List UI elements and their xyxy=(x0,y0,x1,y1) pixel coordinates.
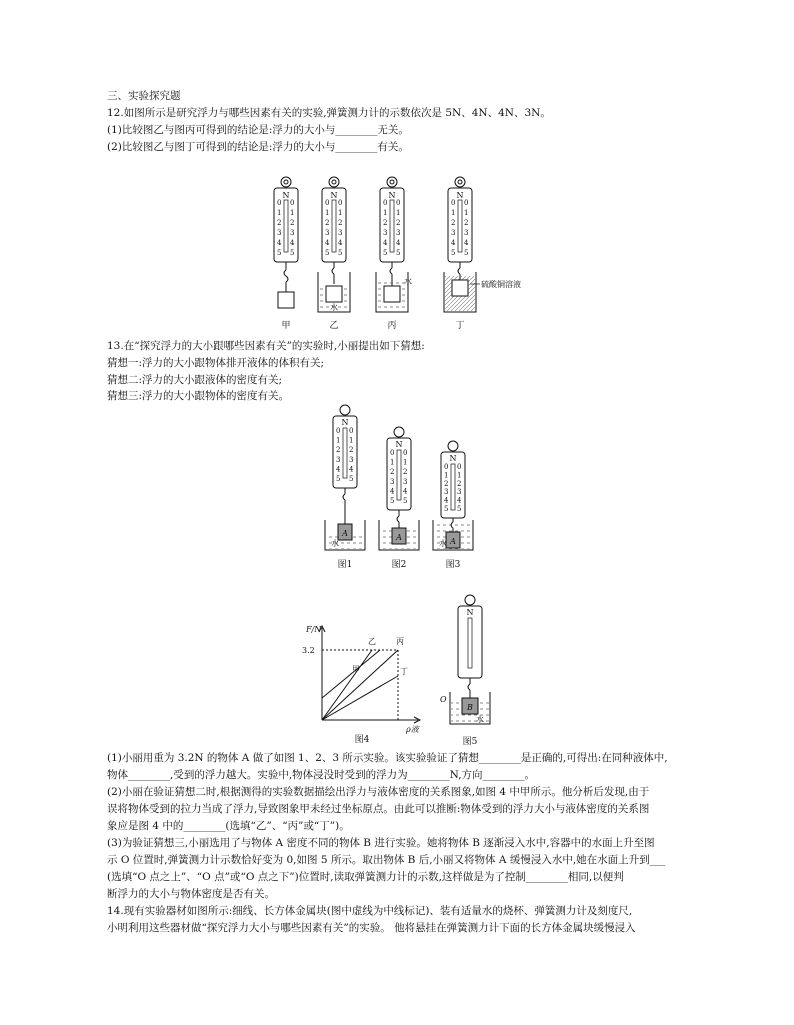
spring-scale-yi xyxy=(318,177,350,312)
scale-tick-label: 1 xyxy=(383,209,388,217)
q12-part2: (2)比较图乙与图丁可得到的结论是:浮力的大小与________有关。 xyxy=(107,141,409,153)
scale-tick-label: 4 xyxy=(277,239,282,247)
scale-tick-label: 0 xyxy=(349,427,354,435)
scale-unit-label: N xyxy=(466,608,474,617)
q13-part3-line2: 示 O 位置时,弹簧测力计示数恰好变为 0,如图 5 所示。取出物体 B 后,小丽又将物体 A 缓慢浸入水中,她在水面上升到___ xyxy=(107,854,666,866)
scale-tick-label: 1 xyxy=(457,471,462,480)
line-bing xyxy=(322,650,398,720)
scale-tick-label: 4 xyxy=(325,239,330,247)
scale-tick-label: 0 xyxy=(338,199,343,207)
caption-bing: 丙 xyxy=(387,321,397,331)
scale-tick-label: 5 xyxy=(390,497,395,505)
spring-scale-fig2 xyxy=(379,427,419,570)
scale-tick-label: 3 xyxy=(290,229,295,237)
scale-tick-label: 0 xyxy=(325,199,330,207)
caption-fig1: 图1 xyxy=(337,560,353,570)
scale-tick-label: 3 xyxy=(349,455,354,464)
scale-tick-label: 0 xyxy=(403,449,408,457)
spring-scale-bing xyxy=(376,177,412,312)
scale-unit-label: N xyxy=(395,440,403,449)
label-bing: 丙 xyxy=(396,637,404,646)
caption-fig3: 图3 xyxy=(445,560,461,570)
spring-scale-fig1 xyxy=(325,405,365,570)
q13-part3-line4: 断浮力的大小与物体密度是否有关。 xyxy=(107,888,275,900)
scale-tick-label: 4 xyxy=(451,239,456,247)
q14-line2: 小明利用这些器材做“探究浮力大小与哪些因素有关”的实验。 他将悬挂在弹簧测力计下面的长方体金属块缓慢浸入 xyxy=(107,922,636,934)
scale-tick-label: 2 xyxy=(390,468,395,477)
q12-part1: (1)比较图乙与图丙可得到的结论是:浮力的大小与________无关。 xyxy=(107,124,409,136)
scale-tick-label: 5 xyxy=(396,249,401,257)
label-ding: 丁 xyxy=(400,667,408,676)
scale-tick-label: 0 xyxy=(444,463,449,471)
scale-tick-label: 5 xyxy=(336,475,341,483)
q13-intro: 13.在“探究浮力的大小跟哪些因素有关”的实验时,小丽提出如下猜想: xyxy=(107,340,425,352)
scale-tick-label: 4 xyxy=(444,496,449,505)
scale-tick-label: 3 xyxy=(383,229,388,237)
q13-figure-1-3 xyxy=(315,402,485,578)
q13-part3-line1: (3)为验证猜想三,小丽选用了与物体 A 密度不同的物体 B 进行实验。她将物体 B 逐渐浸入水中,容器中的水面上升至图 xyxy=(107,837,655,849)
scale-tick-label: 3 xyxy=(325,229,330,237)
scale-tick-label: 3 xyxy=(444,488,449,497)
label-jia: 甲 xyxy=(352,665,360,674)
scale-tick-label: 2 xyxy=(338,219,343,227)
water-label: 水 xyxy=(331,539,339,548)
scale-tick-label: 5 xyxy=(277,249,282,257)
scale-tick-label: 1 xyxy=(277,209,282,217)
block-a-label: A xyxy=(396,533,402,542)
scale-tick-label: 3 xyxy=(451,229,456,237)
scale-tick-label: 4 xyxy=(336,465,341,474)
q13-part2-line1: (2)小丽在验证猜想二时,根据测得的实验数据描绘出浮力与液体密度的关系图象,如图 4 中甲所示。他分析后发现,由于 xyxy=(107,786,650,798)
water-label: 水 xyxy=(476,715,484,724)
scale-tick-label: 2 xyxy=(403,468,408,477)
scale-tick-label: 0 xyxy=(464,199,469,207)
scale-tick-label: 2 xyxy=(325,219,330,227)
scale-tick-label: 4 xyxy=(290,239,295,247)
scale-tick-label: 2 xyxy=(464,219,469,227)
scale-tick-label: 4 xyxy=(396,239,401,247)
scale-tick-label: 2 xyxy=(444,479,449,488)
scale-tick-label: 2 xyxy=(396,219,401,227)
scale-tick-label: 3 xyxy=(457,488,462,497)
line-yi xyxy=(322,650,372,720)
scale-tick-label: 2 xyxy=(349,446,354,455)
scale-tick-label: 1 xyxy=(336,436,341,445)
figure4-graph xyxy=(300,620,430,745)
q13-part3-line3: (选填“O 点之上”、“O 点”或“O 点之下”)位置时,读取弹簧测力计的示数,这样做是为了控制________相同,以便判 xyxy=(107,871,624,883)
figure5 xyxy=(438,592,508,747)
scale-tick-label: 0 xyxy=(336,427,341,435)
q12-intro: 12.如图所示是研究浮力与哪些因素有关的实验,弹簧测力计的示数依次是 5N、4N、4N、3N。 xyxy=(107,107,551,119)
scale-unit-label: N xyxy=(456,191,464,200)
scale-tick-label: 4 xyxy=(403,487,408,496)
spring-scale-fig3 xyxy=(433,441,473,570)
scale-tick-label: 2 xyxy=(451,219,456,227)
scale-tick-label: 0 xyxy=(277,199,282,207)
scale-tick-label: 2 xyxy=(290,219,295,227)
scale-unit-label: N xyxy=(330,191,338,200)
scale-tick-label: 0 xyxy=(457,463,462,471)
scale-tick-label: 5 xyxy=(464,249,469,257)
scale-tick-label: 1 xyxy=(464,209,469,217)
scale-tick-label: 5 xyxy=(444,505,449,513)
q13-guess3: 猜想三:浮力的大小跟物体的密度有关。 xyxy=(107,390,290,402)
scale-tick-label: 3 xyxy=(277,229,282,237)
scale-tick-label: 5 xyxy=(290,249,295,257)
scale-tick-label: 4 xyxy=(457,496,462,505)
scale-tick-label: 0 xyxy=(451,199,456,207)
water-label: 水 xyxy=(404,277,412,286)
scale-tick-label: 1 xyxy=(290,209,295,217)
q14-line1: 14.现有实验器材如图所示:细线、长方体金属块(图中虚线为中线标记)、装有适量水的烧杯、弹簧测力计及刻度尺, xyxy=(107,905,633,917)
scale-tick-label: 2 xyxy=(277,219,282,227)
scale-tick-label: 4 xyxy=(390,487,395,496)
scale-tick-label: 4 xyxy=(464,239,469,247)
scale-tick-label: 1 xyxy=(390,458,395,467)
label-yi: 乙 xyxy=(368,637,376,646)
scale-tick-label: 3 xyxy=(396,229,401,237)
scale-unit-label: N xyxy=(282,191,290,200)
line-ding xyxy=(322,676,398,720)
q13-part2-line2: 误将物体受到的拉力当成了浮力,导致图象甲未经过坐标原点。由此可以推断:物体受到的浮力大小与液体密度的关系图 xyxy=(107,803,650,815)
copper-sulfate-label: 硫酸铜溶液 xyxy=(481,280,521,289)
scale-tick-label: 1 xyxy=(403,458,408,467)
caption-jia: 甲 xyxy=(281,321,291,331)
scale-tick-label: 2 xyxy=(457,479,462,488)
scale-tick-label: 3 xyxy=(403,477,408,486)
scale-unit-label: N xyxy=(341,418,349,427)
scale-tick-label: 3 xyxy=(390,477,395,486)
scale-unit-label: N xyxy=(449,454,457,463)
scale-tick-label: 5 xyxy=(338,249,343,257)
scale-tick-label: 3 xyxy=(336,455,341,464)
caption-fig2: 图2 xyxy=(391,560,407,570)
scale-tick-label: 5 xyxy=(451,249,456,257)
scale-tick-label: 0 xyxy=(396,199,401,207)
caption-ding: 丁 xyxy=(455,321,465,331)
spring-scale-ding xyxy=(444,177,521,312)
scale-tick-label: 3 xyxy=(338,229,343,237)
scale-tick-label: 3 xyxy=(464,229,469,237)
scale-tick-label: 4 xyxy=(338,239,343,247)
scale-tick-label: 1 xyxy=(396,209,401,217)
x-axis-label: ρ液 xyxy=(406,725,419,734)
scale-tick-label: 4 xyxy=(383,239,388,247)
scale-tick-label: 1 xyxy=(338,209,343,217)
spring-scale-jia xyxy=(274,177,298,308)
scale-tick-label: 2 xyxy=(336,446,341,455)
scale-unit-label: N xyxy=(388,191,396,200)
scale-tick-label: 5 xyxy=(325,249,330,257)
q13-guess1: 猜想一:浮力的大小跟物体排开液体的体积有关; xyxy=(107,357,325,369)
scale-tick-label: 0 xyxy=(390,449,395,457)
scale-tick-label: 5 xyxy=(457,505,462,513)
q13-guess2: 猜想二:浮力的大小跟液体的密度有关; xyxy=(107,374,283,386)
scale-tick-label: 5 xyxy=(383,249,388,257)
section-title: 三、实验探究题 xyxy=(107,90,181,102)
point-o-label: O xyxy=(440,695,447,704)
caption-yi: 乙 xyxy=(329,321,339,331)
q13-part1-line2: 物体________,受到的浮力越大。实验中,物体浸没时受到的浮力为________N,方向________。 xyxy=(107,769,536,781)
q13-part2-line3: 象应是图 4 中的________(选填“乙”、“丙”或“丁”)。 xyxy=(107,820,350,832)
q12-figure xyxy=(258,172,521,332)
water-label: 水 xyxy=(330,303,338,312)
scale-tick-label: 5 xyxy=(349,475,354,483)
q13-part1-line1: (1)小丽用重为 3.2N 的物体 A 做了如图 1、2、3 所示实验。该实验验证了猜想________是正确的,可得出:在同种液体中, xyxy=(107,752,668,764)
scale-tick-label: 2 xyxy=(383,219,388,227)
y-axis-label: F/N xyxy=(306,625,322,634)
scale-tick-label: 4 xyxy=(349,465,354,474)
caption-fig4: 图4 xyxy=(354,735,370,745)
scale-tick-label: 1 xyxy=(451,209,456,217)
scale-tick-label: 5 xyxy=(403,497,408,505)
scale-tick-label: 0 xyxy=(290,199,295,207)
scale-tick-label: 1 xyxy=(349,436,354,445)
scale-tick-label: 0 xyxy=(383,199,388,207)
caption-fig5: 图5 xyxy=(462,737,478,747)
block-b-label: B xyxy=(467,703,473,712)
y-value-3-2: 3.2 xyxy=(302,646,315,655)
scale-tick-label: 1 xyxy=(325,209,330,217)
water-label: 水 xyxy=(439,539,447,548)
scale-tick-label: 1 xyxy=(444,471,449,480)
block-a-label: A xyxy=(450,537,456,546)
block-a-label: A xyxy=(342,529,348,538)
